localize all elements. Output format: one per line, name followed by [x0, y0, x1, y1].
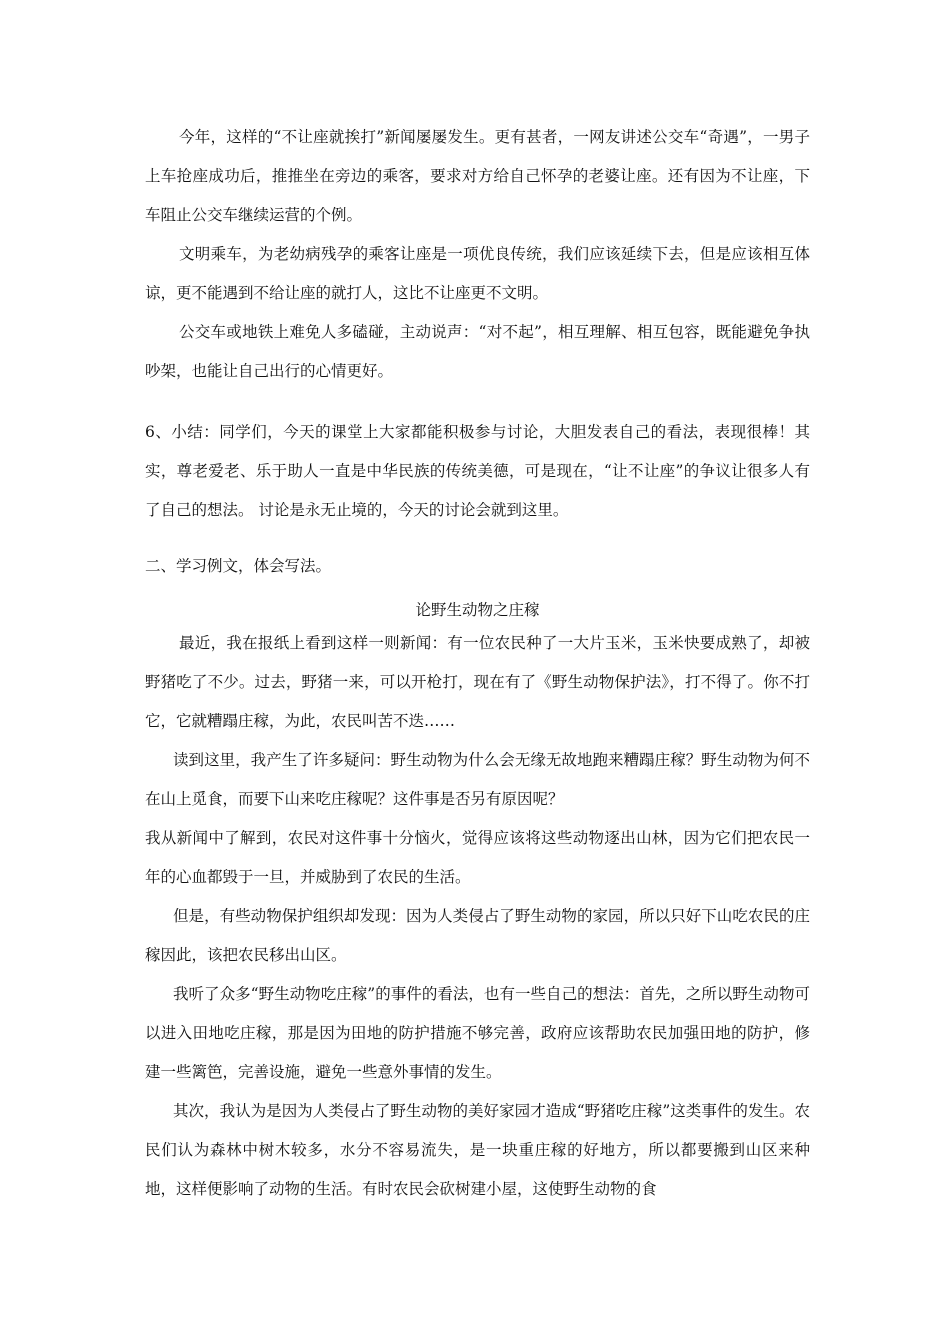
essay-paragraph: 其次，我认为是因为人类侵占了野生动物的美好家园才造成“野猪吃庄稼”这类事件的发生。农民们认为森林中树木较多，水分不容易流失，是一块重庄稼的好地方，所以都要搬到山区来种地，这样便影响了动物的生活。有时农民会砍树建小屋，这使野生动物的食: [145, 1102, 810, 1198]
paragraph-civility: 文明乘车，为老幼病残孕的乘客让座是一项优良传统，我们应该延续下去，但是应该相互体谅，更不能遇到不给让座的就打人，这比不让座更不文明。: [145, 245, 810, 302]
essay-paragraph: 我听了众多“野生动物吃庄稼”的事件的看法，也有一些自己的想法：首先，之所以野生动物可以进入田地吃庄稼，那是因为田地的防护措施不够完善，政府应该帮助农民加强田地的防护，修建一些篱笆，完善设施，避免一些意外事情的发生。: [145, 985, 810, 1081]
section-heading: 二、学习例文，体会写法。: [145, 557, 332, 575]
document-page: [145, 118, 810, 1209]
essay-paragraph: 但是，有些动物保护组织却发现：因为人类侵占了野生动物的家园，所以只好下山吃农民的庄稼因此，该把农民移出山区。: [145, 907, 810, 964]
paragraph-summary: 6、小结：同学们，今天的课堂上大家都能积极参与讨论，大胆发表自己的看法，表现很棒！其实，尊老爱老、乐于助人一直是中华民族的传统美德，可是现在，“让不让座”的争议让很多人有了自己的想法。 讨论是永无止境的，今天的讨论会就到这里。: [145, 423, 810, 519]
essay-title: 论野生动物之庄稼: [415, 601, 540, 619]
essay-paragraph: 最近，我在报纸上看到这样一则新闻：有一位农民种了一大片玉米，玉米快要成熟了，却被野猪吃了不少。过去，野猪一来，可以开枪打，现在有了《野生动物保护法》，打不得了。你不打它，它就糟蹋庄稼，为此，农民叫苦不迭……: [145, 634, 810, 730]
essay-paragraph: 读到这里，我产生了许多疑问：野生动物为什么会无缘无故地跑来糟蹋庄稼？野生动物为何不在山上觅食，而要下山来吃庄稼呢？这件事是否另有原因呢？: [145, 751, 810, 808]
essay-paragraph: 我从新闻中了解到，农民对这件事十分恼火，觉得应该将这些动物逐出山林，因为它们把农民一年的心血都毁于一旦，并威胁到了农民的生活。: [145, 829, 810, 886]
paragraph-news: 今年，这样的“不让座就挨打”新闻屡屡发生。更有甚者，一网友讲述公交车“奇遇”，一男子上车抢座成功后，推推坐在旁边的乘客，要求对方给自己怀孕的老婆让座。还有因为不让座，下车阻止公交车继续运营的个例。: [145, 128, 810, 224]
paragraph-tolerance: 公交车或地铁上难免人多磕碰，主动说声：“对不起”，相互理解、相互包容，既能避免争执吵架，也能让自己出行的心情更好。: [145, 323, 810, 380]
